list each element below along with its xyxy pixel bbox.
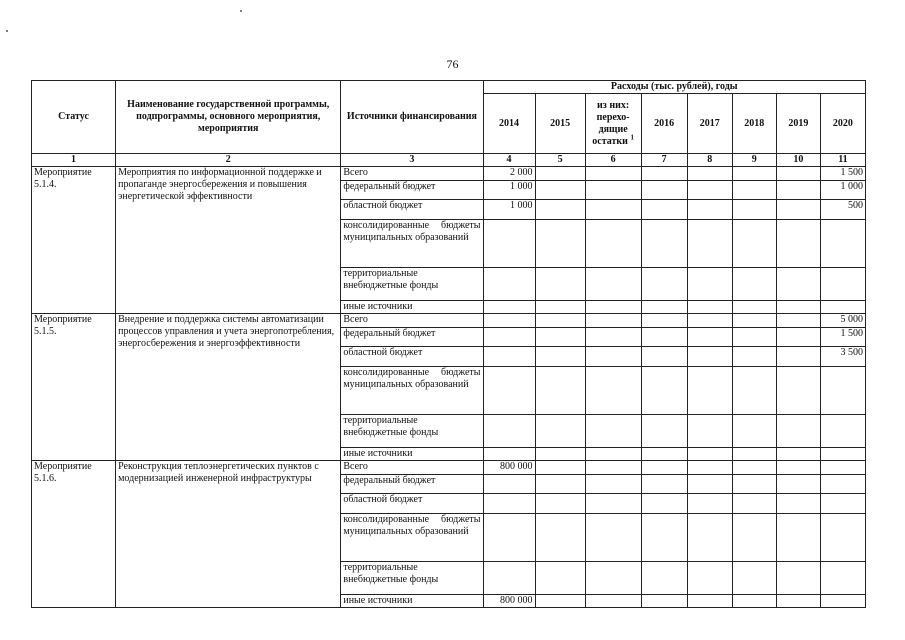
value-2020 — [820, 301, 865, 314]
value-2018 — [732, 494, 776, 514]
header-year-2017: 2017 — [687, 94, 732, 154]
value-2015 — [535, 314, 585, 328]
funding-source: территориальные внебюджетные фонды — [341, 562, 483, 595]
value-2016 — [641, 367, 687, 415]
value-2020: 1 000 — [820, 181, 865, 200]
header-expenses: Расходы (тыс. рублей), годы — [483, 81, 866, 94]
value-2014 — [483, 448, 535, 461]
value-2015 — [535, 448, 585, 461]
column-number: 3 — [341, 154, 483, 167]
value-2016 — [641, 167, 687, 181]
value-2018 — [732, 167, 776, 181]
value-2015 — [535, 461, 585, 475]
value-2020 — [820, 562, 865, 595]
value-2016 — [641, 514, 687, 562]
column-number: 1 — [32, 154, 116, 167]
value-2016 — [641, 494, 687, 514]
value-2016 — [641, 181, 687, 200]
column-number: 6 — [585, 154, 641, 167]
value-2014 — [483, 328, 535, 347]
value-carryover — [585, 494, 641, 514]
column-number: 9 — [732, 154, 776, 167]
value-2020: 1 500 — [820, 167, 865, 181]
value-2019 — [776, 268, 820, 301]
funding-source: Всего — [341, 461, 483, 475]
value-2019 — [776, 167, 820, 181]
value-2015 — [535, 301, 585, 314]
value-2014 — [483, 301, 535, 314]
value-2017 — [687, 181, 732, 200]
column-number: 7 — [641, 154, 687, 167]
value-2018 — [732, 181, 776, 200]
value-2018 — [732, 595, 776, 608]
header-year-2018: 2018 — [732, 94, 776, 154]
value-2019 — [776, 220, 820, 268]
value-2019 — [776, 595, 820, 608]
value-2016 — [641, 200, 687, 220]
value-2015 — [535, 181, 585, 200]
scan-speck — [6, 30, 8, 32]
value-2016 — [641, 301, 687, 314]
scan-speck — [240, 10, 242, 12]
value-carryover — [585, 328, 641, 347]
footnote-marker: 1 — [630, 133, 634, 142]
value-carryover — [585, 347, 641, 367]
funding-source: иные источники — [341, 448, 483, 461]
value-2017 — [687, 415, 732, 448]
value-2016 — [641, 347, 687, 367]
value-2020: 5 000 — [820, 314, 865, 328]
value-2019 — [776, 461, 820, 475]
value-2016 — [641, 475, 687, 494]
value-2019 — [776, 314, 820, 328]
value-carryover — [585, 181, 641, 200]
value-2017 — [687, 367, 732, 415]
value-2014 — [483, 220, 535, 268]
value-2014 — [483, 475, 535, 494]
value-2018 — [732, 562, 776, 595]
value-2018 — [732, 314, 776, 328]
funding-source: консолидированные бюджеты муниципальных образований — [341, 514, 483, 562]
activity-status: Мероприятие 5.1.5. — [32, 314, 116, 461]
header-year-2016: 2016 — [641, 94, 687, 154]
value-2017 — [687, 268, 732, 301]
value-2015 — [535, 347, 585, 367]
value-2020 — [820, 475, 865, 494]
table-row — [32, 167, 866, 181]
value-2015 — [535, 220, 585, 268]
column-number: 2 — [116, 154, 341, 167]
value-2019 — [776, 448, 820, 461]
column-number: 10 — [776, 154, 820, 167]
value-2014 — [483, 268, 535, 301]
column-number: 11 — [820, 154, 865, 167]
value-2015 — [535, 328, 585, 347]
activity-name: Внедрение и поддержка системы автоматизации процессов управления и учета энергопотребления, энергосбережения и энергоэффективности — [116, 314, 341, 461]
value-2020 — [820, 595, 865, 608]
table-row — [32, 314, 866, 328]
activity-status: Мероприятие 5.1.6. — [32, 461, 116, 608]
value-2015 — [535, 200, 585, 220]
value-2019 — [776, 367, 820, 415]
column-number: 4 — [483, 154, 535, 167]
column-number: 8 — [687, 154, 732, 167]
value-2014 — [483, 562, 535, 595]
funding-source: территориальные внебюджетные фонды — [341, 268, 483, 301]
value-2020 — [820, 268, 865, 301]
header-status: Статус — [32, 81, 116, 154]
funding-source: консолидированные бюджеты муниципальных образований — [341, 220, 483, 268]
funding-source: иные источники — [341, 595, 483, 608]
value-2019 — [776, 494, 820, 514]
value-2015 — [535, 475, 585, 494]
funding-source: Всего — [341, 167, 483, 181]
activity-name: Реконструкция теплоэнергетических пунктов с модернизацией инженерной инфраструктуры — [116, 461, 341, 608]
value-2014 — [483, 494, 535, 514]
value-2017 — [687, 220, 732, 268]
value-carryover — [585, 461, 641, 475]
funding-source: федеральный бюджет — [341, 328, 483, 347]
value-2014: 1 000 — [483, 200, 535, 220]
funding-source: областной бюджет — [341, 347, 483, 367]
value-2017 — [687, 494, 732, 514]
value-2014: 800 000 — [483, 461, 535, 475]
value-2018 — [732, 268, 776, 301]
value-2016 — [641, 220, 687, 268]
value-2018 — [732, 367, 776, 415]
value-2020 — [820, 494, 865, 514]
value-2018 — [732, 220, 776, 268]
value-carryover — [585, 415, 641, 448]
value-2017 — [687, 347, 732, 367]
funding-source: иные источники — [341, 301, 483, 314]
value-2018 — [732, 461, 776, 475]
funding-source: территориальные внебюджетные фонды — [341, 415, 483, 448]
value-2017 — [687, 461, 732, 475]
column-number-row — [32, 154, 866, 167]
value-2017 — [687, 562, 732, 595]
value-2016 — [641, 461, 687, 475]
header-year-2019: 2019 — [776, 94, 820, 154]
value-2017 — [687, 514, 732, 562]
value-carryover — [585, 595, 641, 608]
value-2018 — [732, 347, 776, 367]
header-year-2020: 2020 — [820, 94, 865, 154]
value-carryover — [585, 514, 641, 562]
value-2020 — [820, 448, 865, 461]
value-2017 — [687, 328, 732, 347]
value-2016 — [641, 595, 687, 608]
value-2019 — [776, 200, 820, 220]
value-2015 — [535, 268, 585, 301]
page-number: 76 — [446, 57, 459, 71]
value-2015 — [535, 514, 585, 562]
value-carryover — [585, 367, 641, 415]
value-2019 — [776, 475, 820, 494]
value-2014 — [483, 347, 535, 367]
header-year-2015: 2015 — [535, 94, 585, 154]
value-2020 — [820, 415, 865, 448]
table-body — [32, 167, 866, 608]
value-2015 — [535, 367, 585, 415]
funding-source: федеральный бюджет — [341, 181, 483, 200]
budget-table — [31, 80, 866, 608]
value-2019 — [776, 301, 820, 314]
value-carryover — [585, 562, 641, 595]
value-2020 — [820, 461, 865, 475]
value-2019 — [776, 514, 820, 562]
table-row — [32, 461, 866, 475]
value-2018 — [732, 514, 776, 562]
value-carryover — [585, 220, 641, 268]
value-2020: 3 500 — [820, 347, 865, 367]
value-2017 — [687, 314, 732, 328]
value-carryover — [585, 200, 641, 220]
value-2020: 500 — [820, 200, 865, 220]
value-carryover — [585, 268, 641, 301]
activity-status: Мероприятие 5.1.4. — [32, 167, 116, 314]
value-2016 — [641, 268, 687, 301]
funding-source: областной бюджет — [341, 200, 483, 220]
value-2015 — [535, 562, 585, 595]
value-2019 — [776, 181, 820, 200]
value-2017 — [687, 200, 732, 220]
header-name: Наименование государственной программы, подпрограммы, основного мероприятия, мероприятия — [116, 81, 341, 154]
header-carryover — [585, 94, 641, 154]
value-2020 — [820, 367, 865, 415]
value-2017 — [687, 448, 732, 461]
value-2019 — [776, 562, 820, 595]
value-2018 — [732, 475, 776, 494]
header-year-2014: 2014 — [483, 94, 535, 154]
value-2014 — [483, 415, 535, 448]
header-carryover-label: из них: перехо- дящие остатки — [592, 99, 630, 147]
value-2015 — [535, 167, 585, 181]
value-2014 — [483, 314, 535, 328]
value-2020 — [820, 514, 865, 562]
value-carryover — [585, 314, 641, 328]
column-number: 5 — [535, 154, 585, 167]
value-2014 — [483, 367, 535, 415]
value-2014: 2 000 — [483, 167, 535, 181]
value-2016 — [641, 562, 687, 595]
value-2015 — [535, 494, 585, 514]
value-carryover — [585, 301, 641, 314]
value-2016 — [641, 448, 687, 461]
value-carryover — [585, 475, 641, 494]
value-2015 — [535, 595, 585, 608]
value-2017 — [687, 167, 732, 181]
value-2019 — [776, 415, 820, 448]
funding-source: Всего — [341, 314, 483, 328]
value-2014 — [483, 514, 535, 562]
value-carryover — [585, 167, 641, 181]
value-2016 — [641, 415, 687, 448]
funding-source: консолидированные бюджеты муниципальных образований — [341, 367, 483, 415]
value-2017 — [687, 301, 732, 314]
funding-source: федеральный бюджет — [341, 475, 483, 494]
value-2018 — [732, 415, 776, 448]
value-2020 — [820, 220, 865, 268]
value-2019 — [776, 347, 820, 367]
value-carryover — [585, 448, 641, 461]
value-2018 — [732, 301, 776, 314]
value-2019 — [776, 328, 820, 347]
header-sources: Источники финансирования — [341, 81, 483, 154]
value-2014: 1 000 — [483, 181, 535, 200]
value-2016 — [641, 314, 687, 328]
value-2017 — [687, 595, 732, 608]
value-2014: 800 000 — [483, 595, 535, 608]
value-2018 — [732, 200, 776, 220]
value-2016 — [641, 328, 687, 347]
funding-source: областной бюджет — [341, 494, 483, 514]
value-2015 — [535, 415, 585, 448]
activity-name: Мероприятия по информационной поддержке и пропаганде энергосбережения и повышения энергетической эффективности — [116, 167, 341, 314]
value-2020: 1 500 — [820, 328, 865, 347]
value-2018 — [732, 328, 776, 347]
value-2018 — [732, 448, 776, 461]
value-2017 — [687, 475, 732, 494]
